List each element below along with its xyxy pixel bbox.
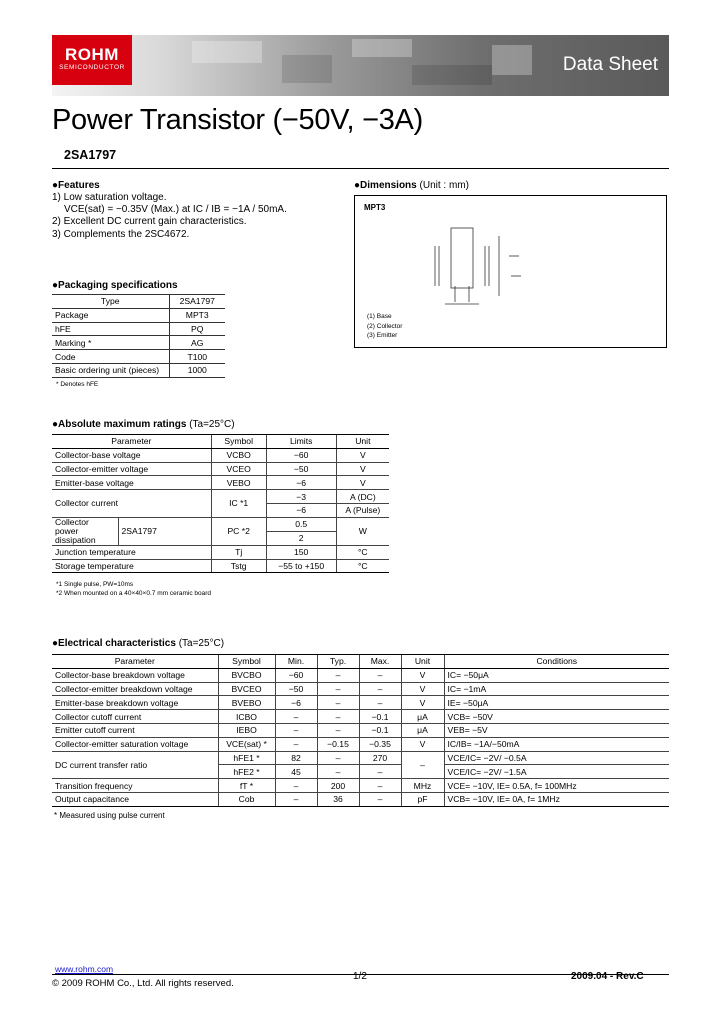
table-cell: IC= −50μA (444, 668, 669, 682)
packaging-heading: ●Packaging specifications (52, 280, 178, 291)
table-header: Conditions (444, 655, 669, 669)
table-cell: PQ (169, 322, 225, 336)
electrical-condition: (Ta=25°C) (178, 638, 225, 649)
table-cell: VCEO (211, 462, 266, 476)
table-cell: Collector-base breakdown voltage (52, 668, 218, 682)
table-cell: VEB= −5V (444, 723, 669, 737)
table-cell: – (317, 751, 359, 765)
revision-label: 2009.04 - Rev.C (571, 971, 644, 982)
table-row (52, 363, 225, 377)
table-cell: −6 (275, 696, 317, 710)
table-cell: μA (401, 710, 444, 724)
table-row (52, 723, 669, 737)
table-cell: −0.15 (317, 737, 359, 751)
absmax-notes (56, 580, 211, 598)
table-cell: Collector cutoff current (52, 710, 218, 724)
table-cell: – (401, 751, 444, 779)
table-row (52, 682, 669, 696)
table-cell: VCE/IC= −2V/ −1.5A (444, 765, 669, 779)
table-header: Symbol (211, 435, 266, 449)
table-row (52, 476, 389, 490)
table-cell: Junction temperature (52, 545, 211, 559)
table-cell: −6 (266, 503, 336, 517)
absmax-condition: (Ta=25°C) (189, 419, 235, 430)
table-cell: V (336, 448, 389, 462)
table-row (52, 792, 669, 806)
table-cell: IC/IB= −1A/−50mA (444, 737, 669, 751)
footnote: *1 Single pulse, PW=10ms (56, 581, 134, 588)
table-cell: V (336, 476, 389, 490)
table-cell: W (336, 517, 389, 545)
table-row (52, 779, 669, 793)
table-cell: −0.1 (359, 723, 401, 737)
absmax-heading: ●Absolute maximum ratings (Ta=25°C) (52, 419, 235, 430)
table-cell: hFE (52, 322, 169, 336)
pin-legend (367, 312, 402, 341)
header-divider (52, 168, 669, 169)
table-cell: Collector power dissipation (52, 517, 118, 545)
table-cell: – (275, 723, 317, 737)
table-cell: VCB= −10V, IE= 0A, f= 1MHz (444, 792, 669, 806)
pin-label: (3) Emitter (367, 332, 398, 339)
package-name: MPT3 (364, 203, 386, 212)
pin-label: (1) Base (367, 313, 392, 320)
table-cell: – (359, 765, 401, 779)
table-header: Limits (266, 435, 336, 449)
dimensions-heading: ●Dimensions (Unit : mm) (354, 180, 469, 191)
table-cell: −3 (266, 490, 336, 504)
table-row (52, 710, 669, 724)
table-cell: V (401, 668, 444, 682)
table-cell: IEBO (218, 723, 275, 737)
table-cell: 270 (359, 751, 401, 765)
feature-item: 3) Complements the 2SC4672. (52, 228, 190, 240)
table-cell: 0.5 (266, 517, 336, 531)
table-cell: – (275, 779, 317, 793)
table-cell: −50 (275, 682, 317, 696)
packaging-table (52, 294, 225, 378)
rohm-logo (52, 35, 132, 85)
table-cell: 1000 (169, 363, 225, 377)
table-row (52, 448, 389, 462)
table-header: Symbol (218, 655, 275, 669)
table-cell: Transition frequency (52, 779, 218, 793)
packaging-heading-text: Packaging specifications (58, 280, 178, 291)
pin-label: (2) Collector (367, 322, 403, 330)
table-row (52, 517, 389, 531)
features-list (52, 192, 287, 241)
table-row (52, 559, 389, 573)
feature-item: VCE(sat) = −0.35V (Max.) at IC / IB = −1A / 50mA. (64, 204, 287, 216)
table-cell: Package (52, 308, 169, 322)
electrical-note: * Measured using pulse current (54, 811, 165, 820)
electrical-heading-text: Electrical characteristics (58, 638, 176, 649)
table-cell: 200 (317, 779, 359, 793)
table-row (52, 490, 389, 504)
table-header: Parameter (52, 435, 211, 449)
table-cell: Cob (218, 792, 275, 806)
table-cell: hFE2 * (218, 765, 275, 779)
table-cell: Tstg (211, 559, 266, 573)
table-cell: Storage temperature (52, 559, 211, 573)
package-outline-drawing (415, 216, 595, 316)
table-cell: – (359, 792, 401, 806)
table-header: Max. (359, 655, 401, 669)
table-cell: ICBO (218, 710, 275, 724)
dimensions-box (354, 195, 667, 348)
table-cell: 45 (275, 765, 317, 779)
table-cell: Tj (211, 545, 266, 559)
table-cell: Output capacitance (52, 792, 218, 806)
table-cell: – (275, 710, 317, 724)
table-cell: 2SA1797 (118, 517, 211, 545)
doc-type-label: Data Sheet (562, 54, 658, 75)
table-header: Unit (401, 655, 444, 669)
table-cell: Emitter cutoff current (52, 723, 218, 737)
table-cell: AG (169, 336, 225, 350)
table-cell: pF (401, 792, 444, 806)
table-cell: Collector-emitter saturation voltage (52, 737, 218, 751)
table-row (52, 295, 225, 309)
page-title: Power Transistor (−50V, −3A) (52, 104, 423, 136)
table-cell: °C (336, 559, 389, 573)
table-cell: – (317, 765, 359, 779)
table-row (52, 322, 225, 336)
table-cell: IC= −1mA (444, 682, 669, 696)
table-cell: BVCEO (218, 682, 275, 696)
table-cell: V (336, 462, 389, 476)
absmax-heading-text: Absolute maximum ratings (58, 419, 187, 430)
table-cell: μA (401, 723, 444, 737)
table-cell: – (359, 696, 401, 710)
table-header: Typ. (317, 655, 359, 669)
table-row (52, 696, 669, 710)
table-cell: Collector-emitter voltage (52, 462, 211, 476)
dimensions-heading-text: Dimensions (360, 180, 417, 191)
table-cell: hFE1 * (218, 751, 275, 765)
table-row (52, 336, 225, 350)
part-number: 2SA1797 (64, 148, 117, 162)
table-cell: – (317, 723, 359, 737)
table-cell: V (401, 696, 444, 710)
table-cell: −55 to +150 (266, 559, 336, 573)
table-cell: Code (52, 350, 169, 364)
table-cell: DC current transfer ratio (52, 751, 218, 779)
table-cell: IC *1 (211, 490, 266, 518)
logo-main: ROHM (65, 45, 119, 64)
features-heading-text: Features (58, 180, 100, 191)
features-heading: ●Features (52, 180, 100, 191)
table-cell: 2 (266, 531, 336, 545)
table-cell: Collector-base voltage (52, 448, 211, 462)
table-cell: – (359, 668, 401, 682)
table-cell: −0.35 (359, 737, 401, 751)
table-cell: V (401, 682, 444, 696)
table-row (52, 668, 669, 682)
table-cell: – (275, 737, 317, 751)
table-cell: IE= −50μA (444, 696, 669, 710)
table-cell: Emitter-base breakdown voltage (52, 696, 218, 710)
table-cell: VCE/IC= −2V/ −0.5A (444, 751, 669, 765)
table-cell: Emitter-base voltage (52, 476, 211, 490)
footnote: *2 When mounted on a 40×40×0.7 mm ceramic board (56, 590, 212, 597)
electrical-heading: ●Electrical characteristics (Ta=25°C) (52, 638, 225, 649)
table-cell: – (359, 779, 401, 793)
table-cell: – (359, 682, 401, 696)
table-cell: Basic ordering unit (pieces) (52, 363, 169, 377)
table-cell: −6 (266, 476, 336, 490)
table-cell: −60 (266, 448, 336, 462)
table-cell: °C (336, 545, 389, 559)
table-cell: 2SA1797 (169, 295, 225, 309)
packaging-note: * Denotes hFE (56, 381, 99, 388)
table-cell: VCE= −10V, IE= 0.5A, f= 100MHz (444, 779, 669, 793)
table-cell: T100 (169, 350, 225, 364)
table-cell: MPT3 (169, 308, 225, 322)
table-cell: – (275, 792, 317, 806)
table-cell: fT * (218, 779, 275, 793)
table-cell: Collector-emitter breakdown voltage (52, 682, 218, 696)
page-number: 1/2 (353, 971, 367, 982)
table-cell: −60 (275, 668, 317, 682)
table-cell: V (401, 737, 444, 751)
feature-item: 1) Low saturation voltage. (52, 192, 167, 203)
table-cell: – (317, 682, 359, 696)
table-row (52, 462, 389, 476)
absmax-table (52, 434, 389, 573)
footer-url-link[interactable]: www.rohm.com (55, 964, 114, 974)
table-header-row (52, 655, 669, 669)
table-header: Min. (275, 655, 317, 669)
table-cell: VCB= −50V (444, 710, 669, 724)
table-cell: MHz (401, 779, 444, 793)
table-cell: −50 (266, 462, 336, 476)
table-row (52, 751, 669, 765)
table-cell: BVCBO (218, 668, 275, 682)
table-cell: VCE(sat) * (218, 737, 275, 751)
table-cell: A (DC) (336, 490, 389, 504)
table-cell: Type (52, 295, 169, 309)
table-cell: – (317, 668, 359, 682)
table-cell: PC *2 (211, 517, 266, 545)
electrical-table (52, 654, 669, 807)
dimensions-unit: (Unit : mm) (419, 180, 469, 191)
table-header: Unit (336, 435, 389, 449)
table-header-row (52, 435, 389, 449)
table-cell: 150 (266, 545, 336, 559)
table-cell: VCBO (211, 448, 266, 462)
logo-sub: SEMICONDUCTOR (59, 64, 125, 71)
table-cell: 82 (275, 751, 317, 765)
table-cell: Collector current (52, 490, 211, 518)
table-cell: Marking * (52, 336, 169, 350)
table-cell: 36 (317, 792, 359, 806)
table-cell: VEBO (211, 476, 266, 490)
table-row (52, 545, 389, 559)
table-row (52, 350, 225, 364)
feature-item: 2) Excellent DC current gain characteristics. (52, 216, 247, 228)
table-header: Parameter (52, 655, 218, 669)
table-row (52, 737, 669, 751)
table-cell: – (317, 696, 359, 710)
table-row (52, 308, 225, 322)
table-cell: A (Pulse) (336, 503, 389, 517)
table-cell: BVEBO (218, 696, 275, 710)
table-cell: −0.1 (359, 710, 401, 724)
footer-copyright: © 2009 ROHM Co., Ltd. All rights reserved. (52, 978, 234, 989)
table-cell: – (317, 710, 359, 724)
